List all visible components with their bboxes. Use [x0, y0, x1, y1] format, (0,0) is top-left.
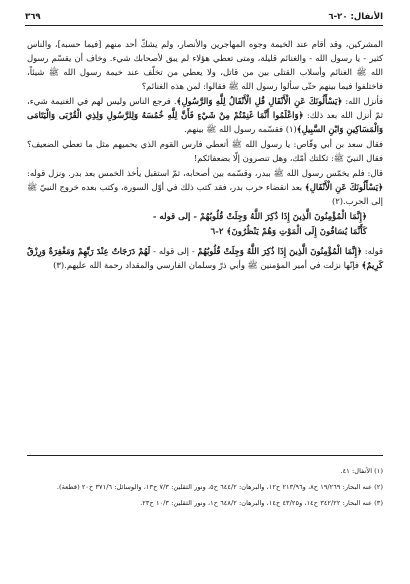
quran-quote: ﴿يَسْأَلُونَكَ عَنِ الْأَنْفَالِ﴾	[304, 182, 383, 192]
paragraph-2	[27, 94, 383, 136]
header-title: الأنفال: ٢٠-٦	[328, 12, 383, 22]
paragraph-4	[27, 166, 383, 208]
verse-line-2: كَأَنَّمَا يُسَاقُونَ إِلَى الْمَوْتِ وَهُمْ يَنْظُرُونَ﴾ ٢-٦	[210, 226, 367, 237]
paragraph-4-end: بعد انقضاء حرب بدر، فقد كتب ذلك في أوّل السورة، وكتب بعده خروج النبيّ ﷺ إلى الحرب.	[27, 182, 383, 206]
footnote-ref: (٣)	[53, 260, 65, 270]
paragraph-5-intro: قوله:	[361, 246, 383, 256]
paragraph-5-end: فإنّها نزلت في أمير المؤمنين ﷺ وأبي ذرّ وسلمان الفارسي والمقداد رحمة الله عليهم.	[64, 260, 362, 270]
main-text	[27, 37, 383, 273]
paragraph-5-middle: - إلى قوله -	[150, 246, 198, 256]
paragraph-1: المشركين، وقد أقام عند الخيمة وجوه المهاجرين والأنصار، ولم يشكّ أحد منهم [فيما حسبه]، والناس كثير - يا رسول الله - والغنائم قليلة، ومتى تعطي هؤلاء لم يبق لأصحابك شيء. وخاف أن يقسّم رسول الله ﷺ الغنائم وأسلاب القتلى بين من قاتل، ولا يعطي من تخلّف عند خيمة رسول الله ﷺ شيئاً، فاختلفوا فيما بينهم حتّى سألوا رسول الله ﷺ فقالوا: لمن هذه الغنائم؟	[27, 39, 383, 91]
paragraph-2-intro: فأنزل الله:	[342, 96, 383, 106]
verse-block	[27, 210, 383, 239]
paragraph-4-intro: قال: فلم يخمّس رسول الله ﷺ ببدر، وقسّمه بين أصحابه، ثمّ استقبل يأخذ الخمس بعد بدر. ونزل قوله:	[27, 168, 383, 178]
footnote-1: (١) الأنفال: ٤١.	[340, 467, 383, 475]
paragraph-2-middle: . فرجع الناس وليس لهم في الغنيمة شيء، ثمّ أنزل الله بعد ذلك:	[27, 96, 383, 120]
quran-quote: لَهُمْ دَرَجَاتٌ عِنْدَ رَبِّهِمْ وَمَغْفِرَةٌ وَرِزْقٌ كَرِيمٌ﴾	[27, 246, 383, 270]
paragraph-2-end: فقسّمه رسول الله ﷺ بينهم.	[184, 124, 286, 134]
footnote-ref: (٢)	[331, 196, 344, 206]
footnote-2: (٢) عنه البحار: ١٩/٢٦٩ ح٨، و٢١٣/٩٦ ح١٢، والبرهان: ٦٤٤/٢ ح٥، ونور الثقلين: ٧/٣ ح١٣، والوسائل: ٣٧١/٦ ح٢٠ (قطعة).	[56, 483, 383, 491]
footnote-ref: (١)	[285, 124, 297, 134]
footnote-3: (٣) عنه البحار: ٣٤٢/٢٢ ح١٤، و٤٣/٢٥ ح١٤، والبرهان: ٦٤٨/٢ ح١، ونور الثقلين: ١٠/٣ ح٢٣.	[140, 499, 383, 507]
quran-quote: ﴿يَسْأَلُونَكَ عَنِ الْأَنْفَالِ قُلِ الْأَنْفَالُ لِلَّهِ وَالرَّسُولِ﴾	[176, 96, 343, 106]
running-header	[25, 12, 383, 26]
footnote-divider	[27, 455, 383, 456]
page-number: ٣٦٩	[25, 12, 41, 22]
paragraph-3: فقال سعد بن أبي وقّاص: يا رسول الله ﷺ أتعطي فارس القوم الذي يحميهم مثل ما تعطي الضعيف؟ فقال النبيّ ﷺ: ثكلتك أمّك، وهل تنصرون إلّا بضعفائكم!	[27, 139, 383, 163]
quran-quote: ﴿وَاعْلَمُوا أَنَّمَا غَنِمْتُمْ مِنْ شَيْءٍ فَأَنَّ لِلَّهِ خُمُسَهُ وَلِلرَّسُولِ وَلِذِي الْقُرْبَى وَالْيَتَامَى وَالْمَسَاكِينِ وَابْنِ السَّبِيلِ﴾	[27, 110, 383, 134]
paragraph-5	[27, 244, 383, 272]
quran-quote: ﴿إِنَّمَا الْمُؤْمِنُونَ الَّذِينَ إِذَا ذُكِرَ اللَّهُ وَجِلَتْ قُلُوبُهُمْ	[197, 246, 362, 256]
footnotes	[27, 465, 383, 513]
verse-line-1: ﴿إِنَّمَا الْمُؤْمِنُونَ الَّذِينَ إِذَا ذُكِرَ اللَّهُ وَجِلَتْ قُلُوبُهُمْ - إلى قوله -	[152, 212, 367, 222]
